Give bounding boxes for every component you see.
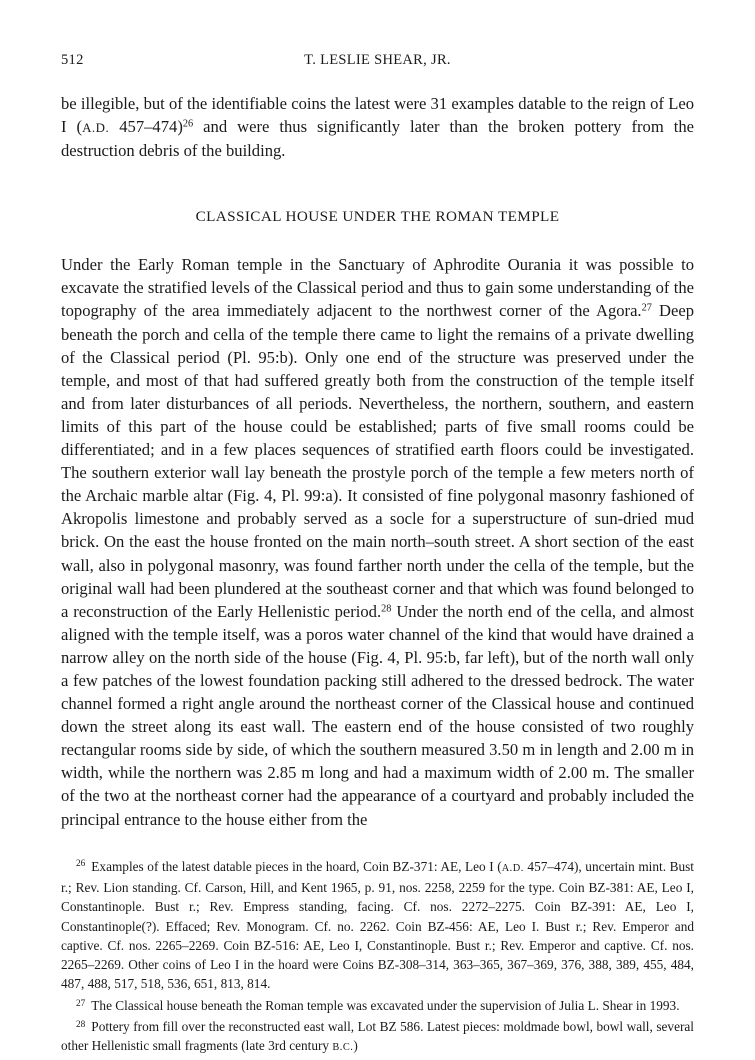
intro-text: and were thus significantly later than the broken pottery from the destruction debris of the building. (61, 117, 695, 161)
footnote-number: 26 (76, 859, 86, 870)
footnote-26 (61, 857, 694, 994)
footnote-ref: 27 (641, 302, 652, 314)
footnote-28 (61, 1017, 694, 1058)
running-title: T. LESLIE SHEAR, JR. (304, 52, 451, 68)
intro-text: 457–474) (109, 117, 183, 137)
footnote-27 (61, 996, 694, 1015)
section-text: Under the Early Roman temple in the Sanctuary of Aphrodite Ourania it was possible to excavate the stratified levels of the Classical period and thus to gain some understanding of the topography of the area immediately adjacent to the northwest corner of the Agora. (61, 255, 694, 321)
era-abbreviation: A.D. (82, 120, 110, 136)
footnote-text: The Classical house beneath the Roman temple was excavated under the supervision of Julia L. Shear in 1993. (91, 997, 680, 1013)
era-abbreviation: B.C. (332, 1042, 354, 1054)
footnote-ref: 26 (182, 118, 194, 130)
footnote-text: ) (353, 1038, 358, 1054)
section-text: Under the north end of the cella, and almost aligned with the temple itself, was a poros water channel of the kind that would have drained a narrow alley on the north side of the house (Fig. 4, Pl. 95:b, far left), but of the north wall only a few patches of the lowest foundation packing still adhered to the dressed bedrock. The water channel formed a right angle around the northeast corner of the Classical house and continued down the street along its east wall. The eastern end of the house consisted of two roughly rectangular rooms side by side, of which the southern measured 3.50 m in length and 2.00 m in width, while the northern was 2.85 m long and had a maximum width of 2.00 m. The smaller of the two at the northeast corner had the appearance of a courtyard and probably included the principal entrance to the house either from the (61, 601, 694, 829)
footnote-text: Examples of the latest datable pieces in the hoard, Coin BZ-371: AE, Leo I ( (91, 858, 502, 874)
running-head (61, 52, 694, 78)
section-heading: CLASSICAL HOUSE UNDER THE ROMAN TEMPLE (195, 208, 560, 226)
intro-paragraph (61, 92, 694, 162)
footnote-text: 457–474), uncertain mint. Bust r.; Rev. Lion standing. Cf. Carson, Hill, and Kent 1965, p. 91, nos. 2258, 2259 for the type. Coin BZ-381: AE, Leo I, Constantinople. Bust r.; Rev. Empress standing, facing. Cf. nos. 2272–2275. Coin BZ-391: AE, Leo I, Constantinople(?). Effaced; Rev. Monogram. Cf. no. 2262. Coin BZ-456: AE, Leo I. Bust r.; Rev. Emperor and captive. Cf. nos. 2265–2269. Coin BZ-516: AE, Leo I, Constantinople. Bust r.; Rev. Emperor and captive. Cf. nos. 2265–2269. Other coins of Leo I in the hoard were Coins BZ-308–314, 363–365, 367–369, 376, 388, 389, 455, 484, 487, 488, 517, 518, 536, 651, 813, 814. (61, 858, 694, 992)
footnote-number: 28 (76, 1019, 86, 1030)
footnote-text: Pottery from fill over the reconstructed east wall, Lot BZ 586. Latest pieces: moldmade bowl, bowl wall, several other Hellenistic small fragments (late 3rd century (61, 1019, 694, 1054)
era-abbreviation: A.D. (501, 862, 524, 874)
footnotes (61, 857, 694, 1058)
intro-text: be illegible, but of the identifiable coins the latest were 31 examples datable to the reign of Leo I ( (61, 94, 694, 137)
footnote-number: 27 (76, 998, 86, 1009)
footnote-ref: 28 (381, 603, 392, 615)
journal-page (61, 52, 694, 1060)
section-paragraph (61, 253, 694, 830)
section-text: Deep beneath the porch and cella of the temple there came to light the remains of a private dwelling of the Classical period (Pl. 95:b). Only one end of the structure was preserved under the temple, and most of that had suffered greatly both from the construction of the temple itself and from later disturbances of all periods. Nevertheless, the northern, southern, and eastern limits of this part of the house could be established; parts of five small rooms could be differentiated; and in a few places sequences of stratified earth floors could be investigated. The southern exterior wall lay beneath the prostyle porch of the temple a few meters north of the Archaic marble altar (Fig. 4, Pl. 99:a). It consisted of fine polygonal masonry fashioned of Akropolis limestone and probably served as a socle for a superstructure of sun-dried mud brick. On the east the house fronted on the main north–south street. A short section of the east wall, also in polygonal masonry, was found farther north under the cella of the temple, but the original wall had been plundered at the southeast corner and that which was found belonged to a reconstruction of the Early Hellenistic period. (61, 301, 694, 621)
page-number: 512 (61, 52, 84, 68)
